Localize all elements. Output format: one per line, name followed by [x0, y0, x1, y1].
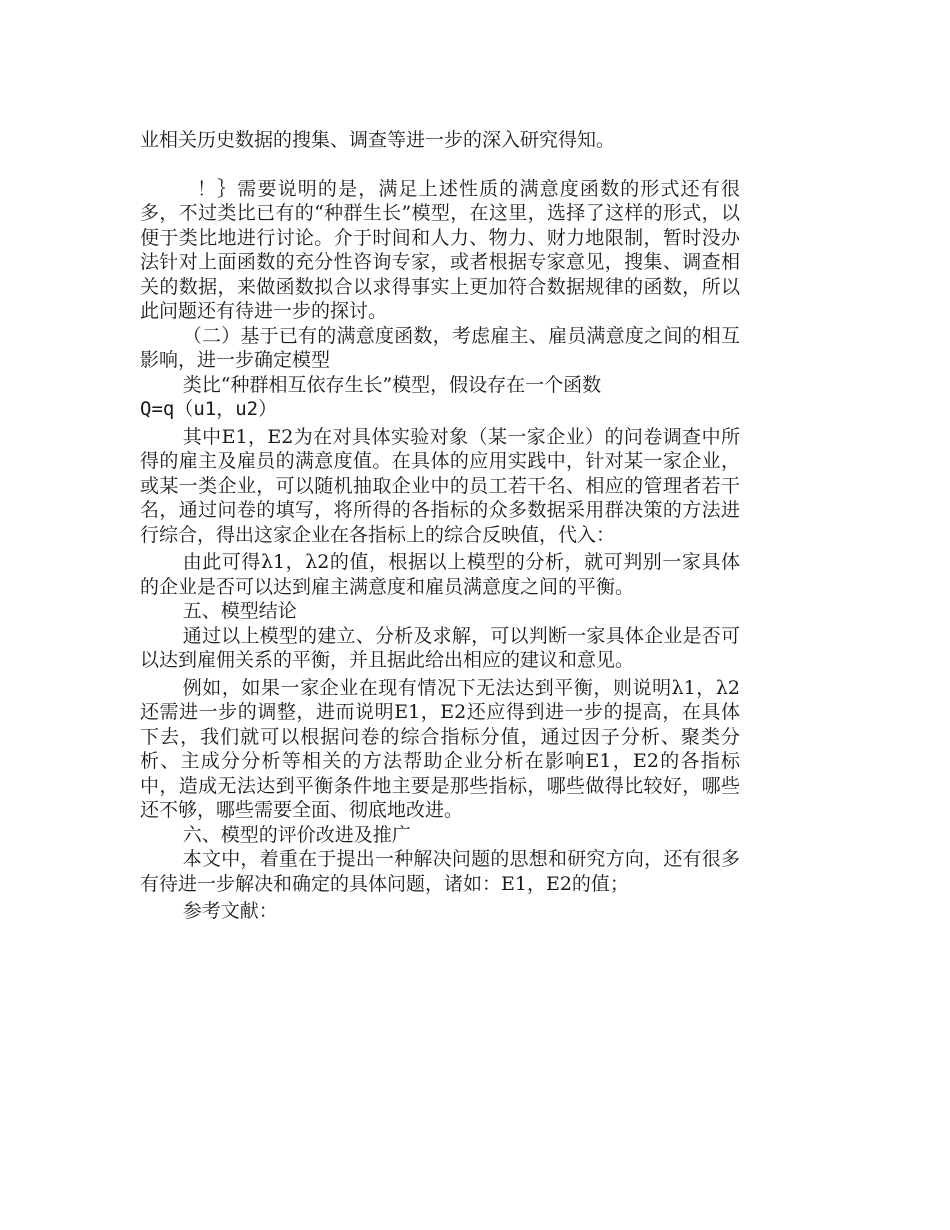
paragraph-evaluation: 本文中，着重在于提出一种解决问题的思想和研究方向，还有很多有待进一步解决和确定的具体问题，诸如：E1，E2的值； — [140, 848, 740, 895]
paragraph-note: ！｝需要说明的是，满足上述性质的满意度函数的形式还有很多，不过类比已有的“种群生长”模型，在这里，选择了这样的形式，以便于类比地进行讨论。介于时间和人力、物力、财力地限制，暂时没办法针对上面函数的充分性咨询专家，或者根据专家意见，搜集、调查相关的数据，来做函数拟合以求得事实上更加符合数据规律的函数，所以此问题还有待进一步的探讨。 — [140, 177, 740, 322]
paragraph-continuation: 业相关历史数据的搜集、调查等进一步的深入研究得知。 — [140, 129, 616, 151]
section-heading-5: 五、模型结论 — [182, 600, 297, 622]
document-page — [140, 128, 740, 924]
references-heading: 参考文献： — [182, 900, 278, 922]
section-heading-2: （二）基于已有的满意度函数，考虑雇主、雇员满意度之间的相互影响，进一步确定模型 — [140, 324, 740, 371]
formula-q: Q=q（u1，u2） — [140, 398, 278, 420]
section-heading-6: 六、模型的评价改进及推广 — [182, 823, 411, 846]
paragraph-example: 例如，如果一家企业在现有情况下无法达到平衡，则说明λ1，λ2还需进一步的调整，进而说明E1，E2还应得到进一步的提高，在具体下去，我们就可以根据问卷的综合指标分值，通过因子分析、聚类分析、主成分分析等相关的方法帮助企业分析在影响E1，E2的各指标中，造成无法达到平衡条件地主要是那些指标，哪些做得比较好，哪些还不够，哪些需要全面、彻底地改进。 — [140, 676, 740, 821]
paragraph-analogy: 类比“种群相互依存生长”模型，假设存在一个函数 — [182, 373, 602, 396]
paragraph-conclusion: 通过以上模型的建立、分析及求解，可以判断一家具体企业是否可以达到雇佣关系的平衡，并且据此给出相应的建议和意见。 — [140, 624, 740, 671]
paragraph-lambda: 由此可得λ1，λ2的值，根据以上模型的分析，就可判别一家具体的企业是否可以达到雇主满意度和雇员满意度之间的平衡。 — [140, 551, 740, 598]
paragraph-e1-e2: 其中E1，E2为在对具体实验对象（某一家企业）的问卷调查中所得的雇主及雇员的满意度值。在具体的应用实践中，针对某一家企业，或某一类企业，可以随机抽取企业中的员工若干名、相应的管理者若干名，通过问卷的填写，将所得的各指标的众多数据采用群决策的方法进行综合，得出这家企业在各指标上的综合反映值，代入： — [140, 425, 740, 546]
